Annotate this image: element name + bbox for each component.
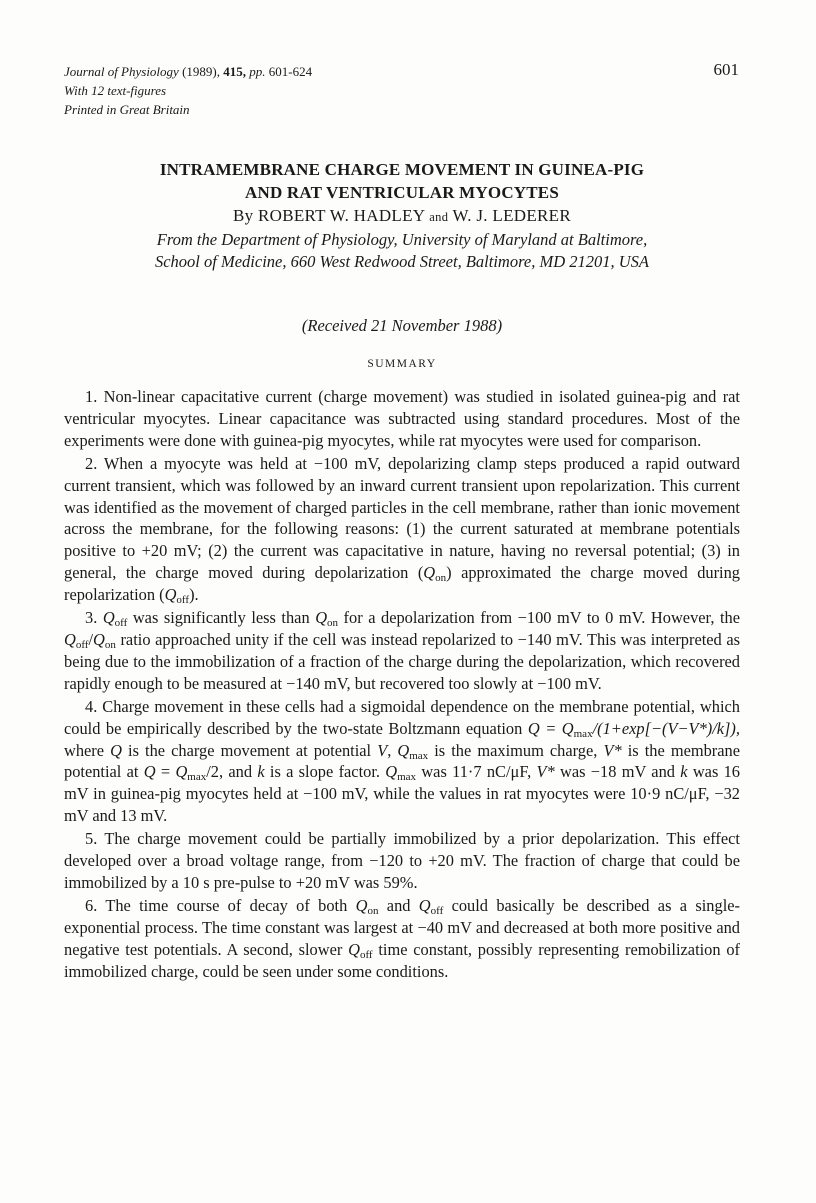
paper-title [64,158,740,204]
author-line [64,206,740,226]
affiliation-line-1: From the Department of Physiology, University of Maryland at Baltimore, [156,230,648,249]
author-2: W. J. LEDERER [452,206,571,225]
journal-name: Journal of Physiology [64,64,179,79]
summary-point-1: 1. Non-linear capacitative current (charge movement) was studied in isolated guinea-pig and rat ventricular myocytes. Linear capacitance was subtracted using standard procedures. Most of the experiments were done with guinea-pig myocytes, while rat myocytes were used for comparison. [64,387,740,450]
by-word: By [233,206,254,225]
affiliation-line-2: School of Medicine, 660 West Redwood Street, Baltimore, MD 21201, USA [154,252,649,271]
journal-year: (1989), [182,64,220,79]
journal-pages: 601-624 [268,64,313,79]
boltzmann-eq-rhs: /(1+exp[−(V−V*)/k]), [592,718,740,738]
summary-point-3: 3. $Q_{off}$ was significantly less than $Q_{on}$ for a depolarization from −100 mV to 0 mV. However, the $Q_{off}/Q_{on}$ ratio approached unity if the cell was instead repolarized to −140 mV. This was interpreted as being due to the immobilization of a fraction of the charge during the depolarization, which recovered rapidly enough to be measured at −140 mV, but recovered too slowly at −100 mV. [64,608,740,693]
received-date: (Received 21 November 1988) [301,316,503,335]
journal-header [64,62,312,119]
summary-body [64,386,740,983]
title-line-1: INTRAMEMBRANE CHARGE MOVEMENT IN GUINEA-PIG [159,160,645,179]
printed-note: Printed in Great Britain [64,102,190,117]
summary-point-5: 5. The charge movement could be partially immobilized by a prior depolarization. This effect developed over a broad voltage range, from −120 to +20 mV. The fraction of charge that could be immobilized by a 10 s pre-pulse to +20 mV was 59%. [64,829,740,892]
title-line-2: AND RAT VENTRICULAR MYOCYTES [245,183,559,202]
summary-heading: SUMMARY [367,358,437,370]
author-1: ROBERT W. HADLEY [258,206,425,225]
affiliation [64,229,740,273]
figures-note: With 12 text-figures [64,83,167,98]
summary-point-4: 4. Charge movement in these cells had a sigmoidal dependence on the membrane potential, which could be empirically described by the two-state Boltzmann equation $Q = Q_{max}/(1+\exp[-(V-V*)/k])$, where Q is the charge movement at potential V, $Q_{max}$ is the maximum charge, V* is the membrane potential at $Q = Q_{max}/2$, and k is a slope factor. $Q_{max}$ was 11·7 nC/μF, V* was −18 mV and k was 16 mV in guinea-pig myocytes held at −100 mV, while the values in rat myocytes were 10·9 nC/μF, −32 mV and 13 mV. [64,696,741,826]
page-number: 601 [713,60,739,79]
journal-pp: pp. [249,64,266,79]
and-word: and [429,210,449,224]
journal-citation [64,62,312,81]
boltzmann-eq-lhs: Q = Q [527,718,574,738]
summary-point-2: 2. When a myocyte was held at −100 mV, depolarizing clamp steps produced a rapid outward current transient, which was followed by an inward current transient upon repolarization. This current was identified as the movement of charged particles in the cell membrane, rather than ionic movement across the membrane, for the following reasons: (1) the current saturated at membrane potentials positive to +20 mV; (2) the current was capacitative in nature, having no reversal potential; (3) in general, the charge moved during depolarization $(Q_{on})$ approximated the charge moved during repolarization $(Q_{off})$. [64,453,740,607]
summary-point-6: 6. The time course of decay of both $Q_{on}$ and $Q_{off}$ could basically be described as a single-exponential process. The time constant was largest at −40 mV and decreased at both more positive and negative test potentials. A second, slower $Q_{off}$ time constant, possibly representing remobilization of immobilized charge, could be seen under some conditions. [64,895,740,981]
journal-volume: 415, [223,64,246,79]
